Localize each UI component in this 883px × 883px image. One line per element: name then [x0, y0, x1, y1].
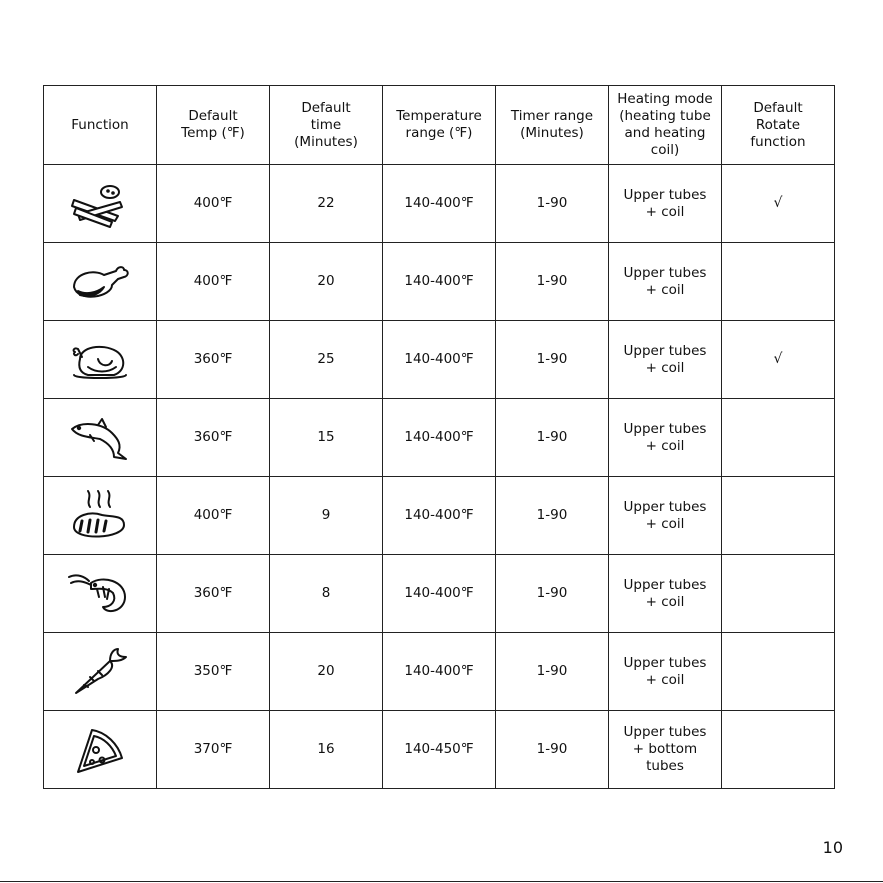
default-time-cell [270, 321, 383, 399]
header-temperature-range: Temperature range (℉) [383, 86, 496, 165]
table-row [44, 555, 835, 633]
default-temp-value: 360℉ [193, 429, 233, 445]
function-cell [44, 399, 157, 477]
timer-range-value: 1-90 [536, 351, 568, 367]
timer-range-value: 1-90 [536, 585, 568, 601]
temperature-range-cell [383, 477, 496, 555]
rotate-function-cell [722, 165, 835, 243]
temperature-range-value: 140-400℉ [404, 663, 474, 679]
header-row [44, 86, 835, 165]
function-table [43, 85, 835, 789]
timer-range-cell [496, 477, 609, 555]
bottom-divider [0, 881, 883, 882]
carrot-icon [47, 645, 153, 699]
heating-mode-cell [609, 633, 722, 711]
temperature-range-value: 140-400℉ [404, 273, 474, 289]
rotate-function-cell [722, 321, 835, 399]
function-cell [44, 555, 157, 633]
default-temp-value: 400℉ [193, 195, 233, 211]
page-number: 10 [822, 838, 843, 857]
heating-mode-cell [609, 399, 722, 477]
rotate-function-cell [722, 243, 835, 321]
header-default-temp: Default Temp (℉) [157, 86, 270, 165]
timer-range-value: 1-90 [536, 195, 568, 211]
default-time-cell [270, 633, 383, 711]
heating-mode-value: Upper tubes + coil [623, 654, 707, 688]
timer-range-cell [496, 243, 609, 321]
header-heating-mode: Heating mode (heating tube and heating coil) [609, 86, 722, 165]
temperature-range-value: 140-450℉ [404, 741, 474, 757]
timer-range-cell [496, 555, 609, 633]
fries-potato-icon [47, 178, 153, 230]
default-temp-cell [157, 633, 270, 711]
table-row [44, 165, 835, 243]
default-time-value: 16 [317, 741, 335, 757]
shrimp-icon [47, 571, 153, 617]
timer-range-value: 1-90 [536, 507, 568, 523]
default-time-value: 9 [321, 507, 331, 523]
rotate-function-cell [722, 399, 835, 477]
default-time-cell [270, 399, 383, 477]
roast-chicken-icon [47, 337, 153, 383]
default-temp-cell [157, 321, 270, 399]
timer-range-value: 1-90 [536, 429, 568, 445]
default-time-value: 20 [317, 273, 335, 289]
timer-range-cell [496, 711, 609, 789]
heating-mode-cell [609, 243, 722, 321]
heating-mode-value: Upper tubes + bottom tubes [623, 724, 707, 774]
timer-range-value: 1-90 [536, 741, 568, 757]
header-rotate-function: Default Rotate function [722, 86, 835, 165]
heating-mode-value: Upper tubes + coil [623, 186, 707, 220]
function-cell [44, 243, 157, 321]
table-row [44, 243, 835, 321]
temperature-range-value: 140-400℉ [404, 507, 474, 523]
temperature-range-cell [383, 165, 496, 243]
temperature-range-value: 140-400℉ [404, 585, 474, 601]
heating-mode-value: Upper tubes + coil [623, 498, 707, 532]
default-time-cell [270, 711, 383, 789]
fish-icon [47, 415, 153, 461]
heating-mode-value: Upper tubes + coil [623, 576, 707, 610]
heating-mode-cell [609, 321, 722, 399]
table-row [44, 477, 835, 555]
timer-range-value: 1-90 [536, 663, 568, 679]
temperature-range-value: 140-400℉ [404, 429, 474, 445]
default-temp-cell [157, 243, 270, 321]
default-temp-value: 360℉ [193, 585, 233, 601]
header-function: Function [44, 86, 157, 165]
timer-range-cell [496, 321, 609, 399]
default-temp-value: 360℉ [193, 351, 233, 367]
pizza-icon [47, 724, 153, 776]
steak-icon [47, 487, 153, 545]
temperature-range-cell [383, 711, 496, 789]
timer-range-cell [496, 165, 609, 243]
table-row [44, 321, 835, 399]
temperature-range-cell [383, 243, 496, 321]
temperature-range-value: 140-400℉ [404, 195, 474, 211]
temperature-range-cell [383, 399, 496, 477]
temperature-range-value: 140-400℉ [404, 351, 474, 367]
default-time-value: 8 [321, 585, 331, 601]
default-time-cell [270, 243, 383, 321]
default-time-value: 22 [317, 195, 335, 211]
default-temp-value: 370℉ [193, 741, 233, 757]
default-temp-value: 350℉ [193, 663, 233, 679]
heating-mode-cell [609, 477, 722, 555]
default-temp-cell [157, 555, 270, 633]
default-temp-value: 400℉ [193, 273, 233, 289]
function-cell [44, 711, 157, 789]
function-cell [44, 477, 157, 555]
default-time-value: 25 [317, 351, 335, 367]
table-row [44, 633, 835, 711]
rotate-function-value: √ [773, 351, 783, 367]
timer-range-value: 1-90 [536, 273, 568, 289]
heating-mode-cell [609, 711, 722, 789]
function-cell [44, 633, 157, 711]
default-temp-cell [157, 477, 270, 555]
rotate-function-cell [722, 555, 835, 633]
header-timer-range: Timer range (Minutes) [496, 86, 609, 165]
rotate-function-cell [722, 477, 835, 555]
default-time-value: 20 [317, 663, 335, 679]
function-cell [44, 165, 157, 243]
temperature-range-cell [383, 633, 496, 711]
default-time-cell [270, 555, 383, 633]
default-temp-cell [157, 399, 270, 477]
header-default-time: Default time (Minutes) [270, 86, 383, 165]
rotate-function-cell [722, 633, 835, 711]
heating-mode-value: Upper tubes + coil [623, 420, 707, 454]
default-time-cell [270, 477, 383, 555]
temperature-range-cell [383, 321, 496, 399]
default-temp-cell [157, 165, 270, 243]
rotate-function-value: √ [773, 195, 783, 211]
heating-mode-cell [609, 555, 722, 633]
table-row [44, 711, 835, 789]
function-cell [44, 321, 157, 399]
default-time-value: 15 [317, 429, 335, 445]
heating-mode-value: Upper tubes + coil [623, 264, 707, 298]
rotate-function-cell [722, 711, 835, 789]
default-temp-value: 400℉ [193, 507, 233, 523]
heating-mode-cell [609, 165, 722, 243]
default-time-cell [270, 165, 383, 243]
heating-mode-value: Upper tubes + coil [623, 342, 707, 376]
default-temp-cell [157, 711, 270, 789]
chicken-drumstick-icon [47, 261, 153, 303]
temperature-range-cell [383, 555, 496, 633]
timer-range-cell [496, 399, 609, 477]
timer-range-cell [496, 633, 609, 711]
table-row [44, 399, 835, 477]
